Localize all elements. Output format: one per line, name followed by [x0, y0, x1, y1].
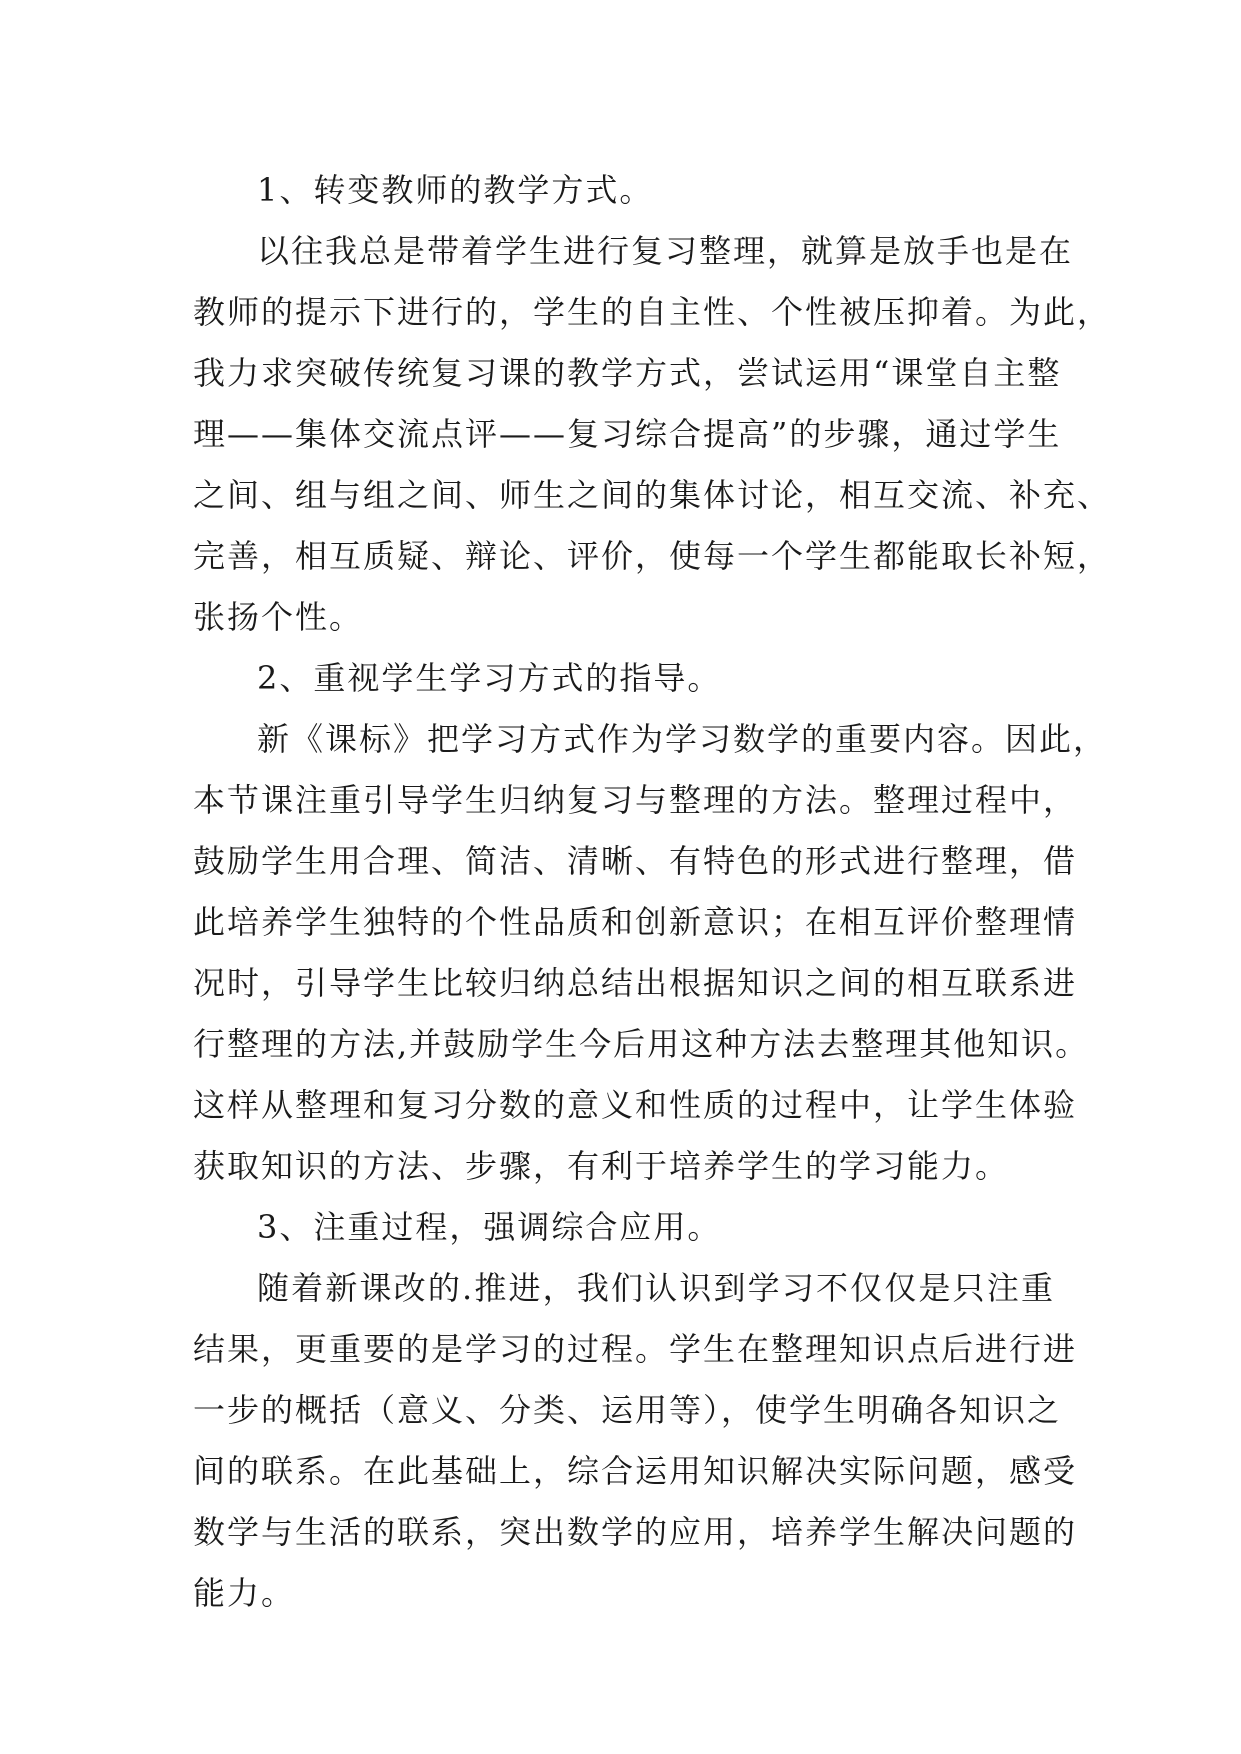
section-heading: 2、重视学生学习方式的指导。	[257, 659, 722, 697]
paragraph-line: 之间、组与组之间、师生之间的集体讨论，相互交流、补充、	[193, 476, 1112, 514]
paragraph-line: 此培养学生独特的个性品质和创新意识；在相互评价整理情	[193, 903, 1078, 941]
paragraph-line: 理——集体交流点评——复习综合提高”的步骤，通过学生	[193, 415, 1062, 453]
paragraph-line: 间的联系。在此基础上，综合运用知识解决实际问题，感受	[193, 1452, 1078, 1490]
paragraph-line: 鼓励学生用合理、简洁、清晰、有特色的形式进行整理，借	[193, 842, 1078, 880]
paragraph-line: 随着新课改的.推进，我们认识到学习不仅仅是只注重	[257, 1269, 1055, 1307]
paragraph-line: 完善，相互质疑、辩论、评价，使每一个学生都能取长补短，	[193, 537, 1112, 575]
paragraph-line: 以往我总是带着学生进行复习整理，就算是放手也是在	[257, 232, 1074, 270]
paragraph-line: 我力求突破传统复习课的教学方式，尝试运用“课堂自主整	[193, 354, 1062, 392]
paragraph-line: 数学与生活的联系，突出数学的应用，培养学生解决问题的	[193, 1513, 1078, 1551]
section-heading: 1、转变教师的教学方式。	[257, 171, 654, 209]
paragraph-line: 能力。	[193, 1574, 296, 1612]
section-heading: 3、注重过程，强调综合应用。	[257, 1208, 722, 1246]
paragraph-line: 张扬个性。	[193, 598, 364, 636]
paragraph-line: 这样从整理和复习分数的意义和性质的过程中，让学生体验	[193, 1086, 1078, 1124]
paragraph-line: 本节课注重引导学生归纳复习与整理的方法。整理过程中，	[193, 781, 1078, 819]
paragraph-line: 一步的概括（意义、分类、运用等），使学生明确各知识之	[193, 1391, 1062, 1429]
document-page	[193, 160, 1112, 1624]
paragraph-line: 况时，引导学生比较归纳总结出根据知识之间的相互联系进	[193, 964, 1078, 1002]
paragraph-line: 教师的提示下进行的，学生的自主性、个性被压抑着。为此，	[193, 293, 1112, 331]
paragraph-line: 结果，更重要的是学习的过程。学生在整理知识点后进行进	[193, 1330, 1078, 1368]
paragraph-line: 新《课标》把学习方式作为学习数学的重要内容。因此，	[257, 720, 1108, 758]
paragraph-line: 行整理的方法,并鼓励学生今后用这种方法去整理其他知识。	[193, 1025, 1090, 1063]
paragraph-line: 获取知识的方法、步骤，有利于培养学生的学习能力。	[193, 1147, 1010, 1185]
